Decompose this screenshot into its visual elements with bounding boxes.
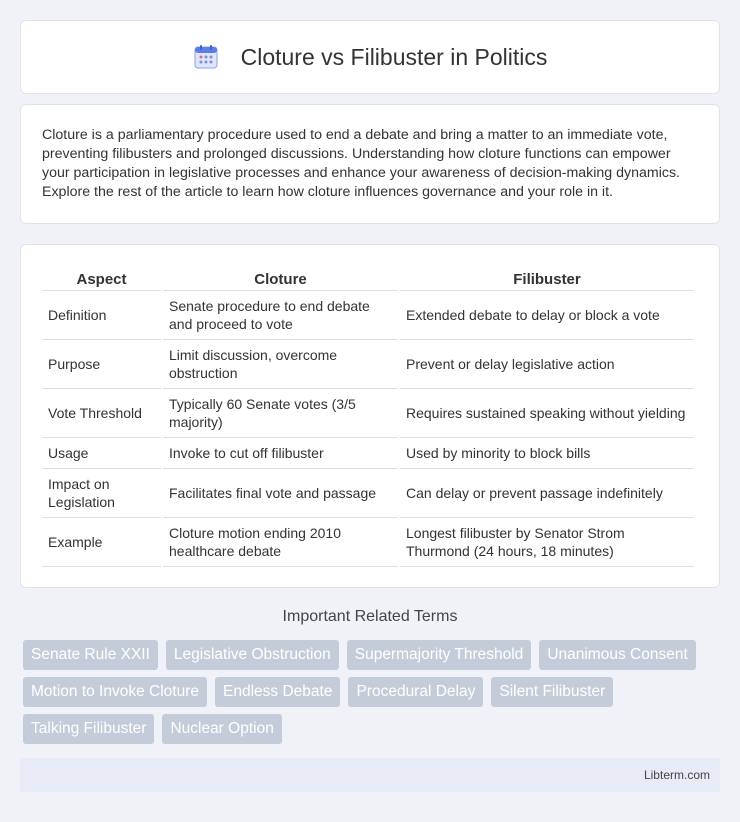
table-row [42, 340, 694, 389]
term-tag[interactable]: Senate Rule XXII [23, 640, 158, 670]
table-row [42, 438, 694, 469]
comparison-table [40, 265, 696, 567]
term-tag[interactable]: Endless Debate [215, 677, 340, 707]
cell-aspect: Impact on Legislation [42, 469, 161, 518]
cell-aspect: Definition [42, 291, 161, 340]
header-card [20, 20, 720, 94]
cell-cloture: Cloture motion ending 2010 healthcare debate [163, 518, 398, 567]
cell-filibuster: Longest filibuster by Senator Strom Thurmond (24 hours, 18 minutes) [400, 518, 694, 567]
page-title: Cloture vs Filibuster in Politics [240, 43, 548, 70]
table-row [42, 389, 694, 438]
cell-filibuster: Requires sustained speaking without yielding [400, 389, 694, 438]
cell-aspect: Example [42, 518, 161, 567]
cell-cloture: Senate procedure to end debate and proceed to vote [163, 291, 398, 340]
header-aspect: Aspect [42, 265, 161, 291]
comparison-card [20, 244, 720, 588]
cell-aspect: Purpose [42, 340, 161, 389]
cell-cloture: Limit discussion, overcome obstruction [163, 340, 398, 389]
cell-aspect: Usage [42, 438, 161, 469]
footer-site-link[interactable]: Libterm.com [643, 768, 710, 782]
cell-filibuster: Can delay or prevent passage indefinitely [400, 469, 694, 518]
calendar-icon [193, 44, 219, 70]
footer [20, 758, 720, 792]
related-terms-list [23, 640, 723, 744]
term-tag[interactable]: Nuclear Option [162, 714, 281, 744]
term-tag[interactable]: Talking Filibuster [23, 714, 154, 744]
table-header-row [42, 265, 694, 291]
cell-cloture: Invoke to cut off filibuster [163, 438, 398, 469]
cell-cloture: Facilitates final vote and passage [163, 469, 398, 518]
term-tag[interactable]: Legislative Obstruction [166, 640, 339, 670]
cell-filibuster: Extended debate to delay or block a vote [400, 291, 694, 340]
header-filibuster: Filibuster [400, 265, 694, 291]
intro-card [20, 104, 720, 224]
term-tag[interactable]: Silent Filibuster [491, 677, 613, 707]
table-row [42, 518, 694, 567]
table-row [42, 469, 694, 518]
intro-paragraph: Cloture is a parliamentary procedure used to end a debate and bring a matter to an immediate vote, preventing filibusters and prolonged discussions. Understanding how cloture functions can empower your participation in legislative processes and enhance your awareness of decision-making dynamics. Explore the rest of the article to learn how cloture influences governance and your role in it. [42, 127, 680, 200]
cell-aspect: Vote Threshold [42, 389, 161, 438]
term-tag[interactable]: Supermajority Threshold [347, 640, 532, 670]
cell-filibuster: Used by minority to block bills [400, 438, 694, 469]
cell-cloture: Typically 60 Senate votes (3/5 majority) [163, 389, 398, 438]
related-terms-title: Important Related Terms [282, 608, 458, 625]
term-tag[interactable]: Motion to Invoke Cloture [23, 677, 207, 707]
term-tag[interactable]: Procedural Delay [348, 677, 483, 707]
term-tag[interactable]: Unanimous Consent [539, 640, 695, 670]
cell-filibuster: Prevent or delay legislative action [400, 340, 694, 389]
table-row [42, 291, 694, 340]
header-cloture: Cloture [163, 265, 398, 291]
